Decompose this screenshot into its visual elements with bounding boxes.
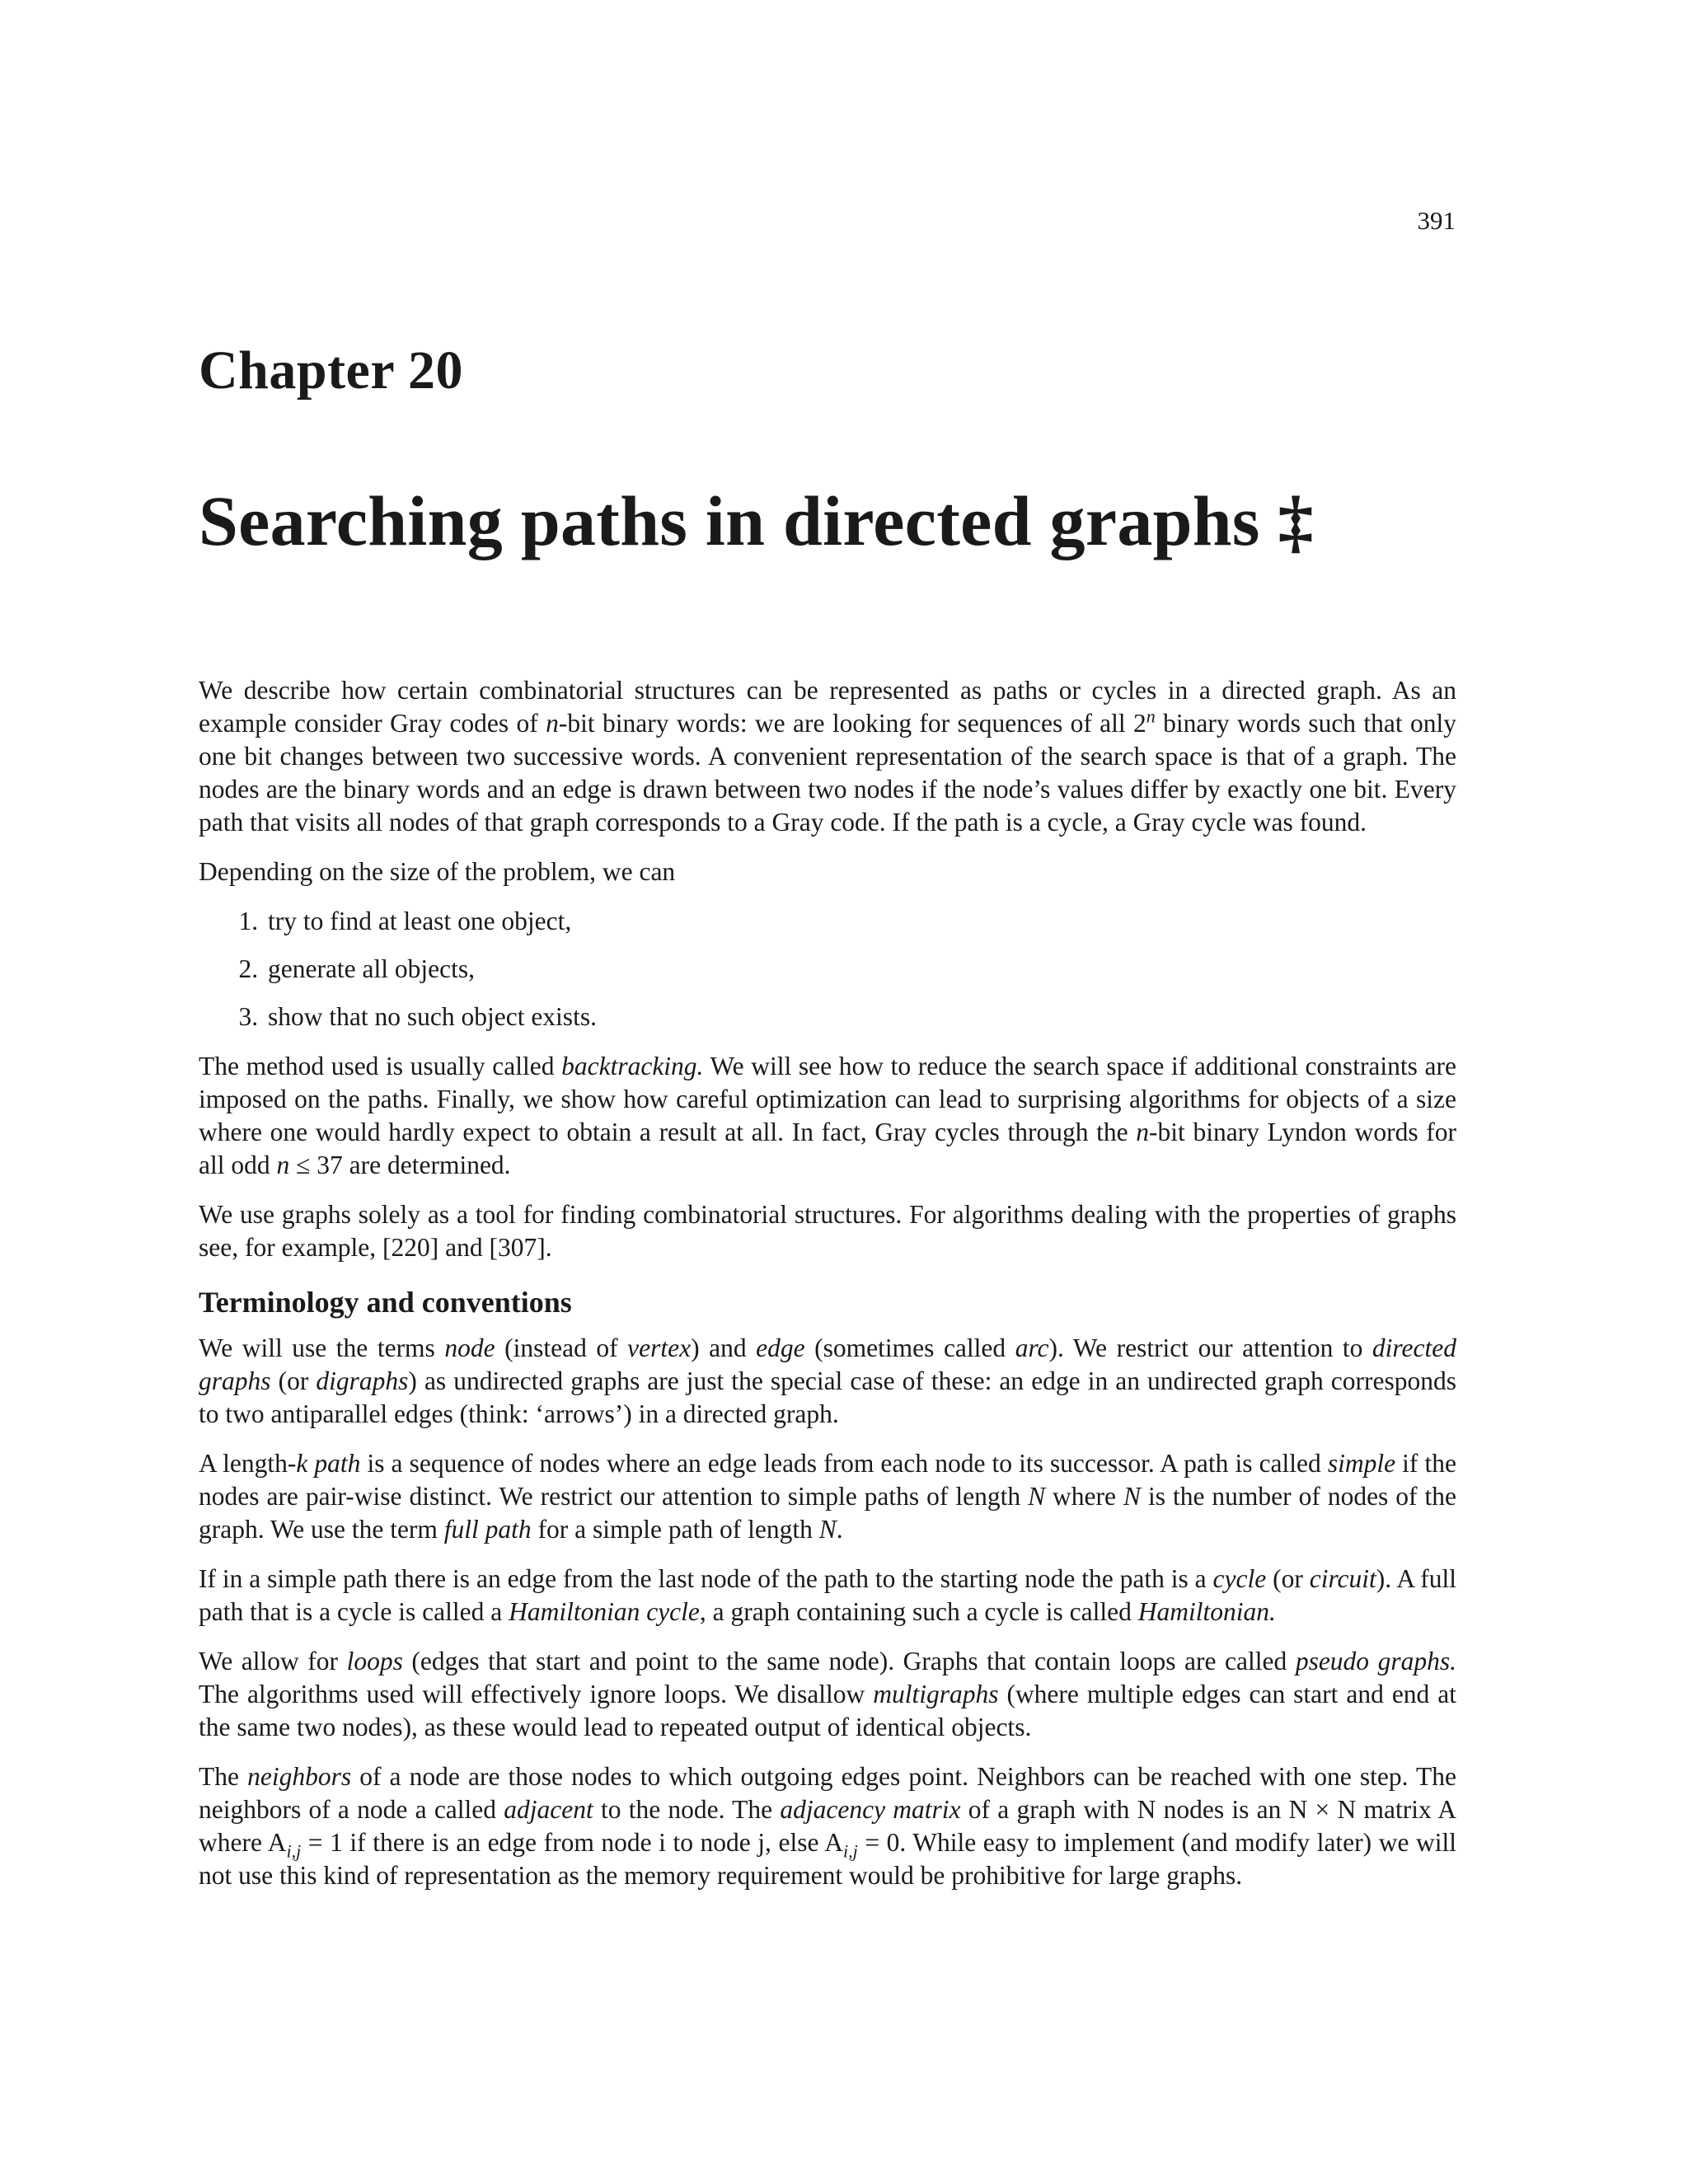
section-paragraph-3: If in a simple path there is an edge from the last node of the path to the starting node the path is a cycle (or circuit). A full path that is a cycle is called a Hamiltonian cycle, a graph containing such a cycle is called Hamiltonian. [199,1564,1456,1626]
intro-paragraph-1: We describe how certain combinatorial structures can be represented as paths or cycles in a directed graph. As an example consider Gray codes of n-bit binary words: we are looking for sequences of all 2$^n$ binary words such that only one bit changes between two successive words. A convenient representation of the search space is that of a graph. The nodes are the binary words and an edge is drawn between two nodes if the node’s values differ by exactly one bit. Every path that visits all nodes of that graph corresponds to a Gray code. If the path is a cycle, a Gray cycle was found. [199,676,1457,837]
chapter-title: Searching paths in directed graphs ‡ [199,481,1314,560]
section-heading: Terminology and conventions [199,1286,572,1319]
intro-paragraph-4: We use graphs solely as a tool for finding combinatorial structures. For algorithms dealing with the properties of graphs see, for example, [220] and [307]. [199,1200,1456,1262]
section-paragraph-2: A length-k path is a sequence of nodes where an edge leads from each node to its successor. A path is called simple if the nodes are pair-wise distinct. We restrict our attention to simple paths of length N where N is the number of nodes of the graph. We use the term full path for a simple path of length N. [199,1449,1456,1544]
options-list [199,905,1456,1033]
chapter-label: Chapter 20 [199,340,463,401]
list-item: 3. show that no such object exists. [265,1001,1456,1033]
body-text [199,674,1456,1909]
section-paragraph-1: We will use the terms node (instead of vertex) and edge (sometimes called arc). We restrict our attention to directed graphs (or digraphs) as undirected graphs are just the special case of these: an edge in an undirected graph corresponds to two antiparallel edges (think: ‘arrows’) in a directed graph. [199,1333,1457,1428]
intro-paragraph-2: Depending on the size of the problem, we can [199,857,676,886]
page-number: 391 [1417,206,1456,235]
section-paragraph-5: The neighbors of a node are those nodes to which outgoing edges point. Neighbors can be reached with one step. The neighbors of a node a called adjacent to the node. The adjacency matrix of a graph with N nodes is an N × N matrix A where $A_{i,j} = 1$ if there is an edge from node i to node j, else $A_{i,j} = 0$. While easy to implement (and modify later) we will not use this kind of representation as the memory requirement would be prohibitive for large graphs. [199,1762,1456,1890]
section-paragraph-4: We allow for loops (edges that start and point to the same node). Graphs that contain loops are called pseudo graphs. The algorithms used will effectively ignore loops. We disallow multigraphs (where multiple edges can start and end at the same two nodes), as these would lead to repeated output of identical objects. [199,1647,1457,1741]
intro-paragraph-3: The method used is usually called backtracking. We will see how to reduce the search space if additional constraints are imposed on the paths. Finally, we show how careful optimization can lead to surprising algorithms for objects of a size where one would hardly expect to obtain a result at all. In fact, Gray cycles through the n-bit binary Lyndon words for all odd n ≤ 37 are determined. [199,1052,1456,1179]
list-item: 1. try to find at least one object, [265,905,1456,938]
list-item: 2. generate all objects, [265,953,1456,986]
